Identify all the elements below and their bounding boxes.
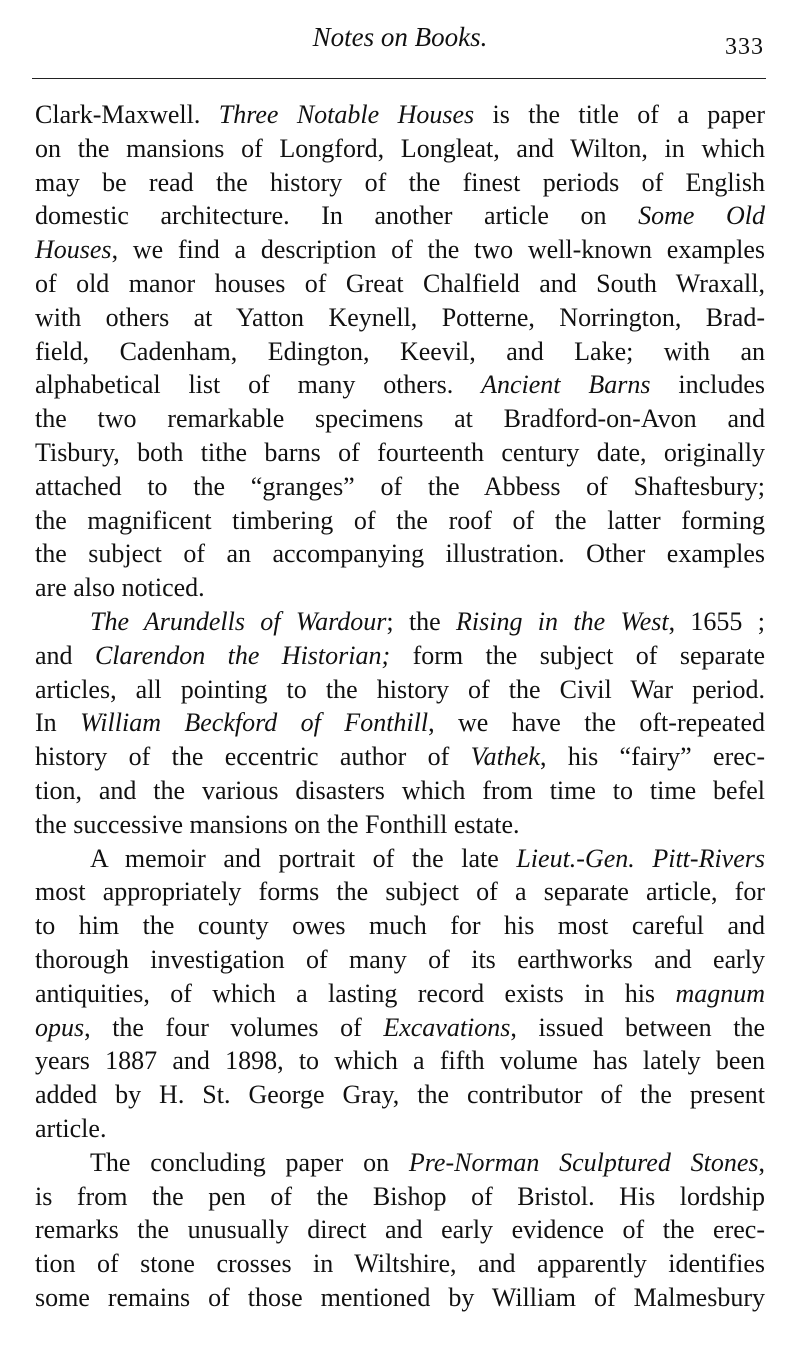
text-line [35,842,765,876]
body-text: A memoir and portrait of the late [90,843,517,873]
body-text: includes [650,370,765,400]
body-text: alphabetical list of many others. [35,370,482,400]
body-text: tion of stone crosses in Wiltshire, and apparently identifies [35,1249,765,1279]
text-line [35,436,765,470]
text-line [35,301,765,335]
italic-title-text: The Arundells of Wardour [90,606,387,636]
text-line [35,537,765,571]
body-text: articles, all pointing to the history of the Civil War period. [35,674,765,704]
body-text: of old manor houses of Great Chalfield and South Wraxall, [35,268,765,298]
text-line [35,1247,765,1281]
text-line [35,335,765,369]
italic-title-text: Three Notable Houses [218,100,475,129]
body-text: is the title of a paper [474,100,765,129]
text-line [35,1078,765,1112]
italic-title-text: Vathek [470,742,540,772]
text-line [35,267,765,301]
text-line [35,1112,765,1146]
text-line [35,605,765,639]
body-text: may be read the history of the finest periods of English [35,167,765,197]
text-line [35,774,765,808]
text-line [35,1180,765,1214]
body-text: with others at Yatton Keynell, Potterne, Norrington, Brad- [35,302,765,332]
text-line [35,368,765,402]
text-line [35,504,765,538]
page-body-text [35,98,765,1315]
header-rule [32,78,766,79]
text-line [35,740,765,774]
text-line [35,977,765,1011]
body-text: some remains of those mentioned by William of Malmesbury [35,1282,765,1312]
body-text: , we have the oft-repeated [428,708,765,738]
body-text: , his “fairy” erec- [539,742,765,772]
running-head-title: Notes on Books. [312,22,488,52]
body-text: the subject of an accompanying illustration. Other examples [35,539,765,569]
body-text: field, Cadenham, Edington, Keevil, and Lake; with an [35,336,765,366]
body-text: added by H. St. George Gray, the contributor of the present [35,1080,765,1110]
body-text: remarks the unusually direct and early evidence of the erec- [35,1215,765,1245]
body-text: the magnificent timbering of the roof of the latter forming [35,505,765,535]
body-text: thorough investigation of many of its earthworks and early [35,944,765,974]
text-line [35,1213,765,1247]
italic-title-text: Ancient Barns [481,370,651,400]
italic-title-text: Pre-Norman Sculptured Stones [408,1147,759,1177]
italic-title-text: Houses [35,235,112,265]
body-text: attached to the “granges” of the Abbess of Shaftesbury; [35,471,765,501]
body-text: form the subject of separate [390,640,765,670]
italic-title-text: Clarendon the Historian; [94,640,391,670]
body-text: years 1887 and 1898, to which a fifth volume has lately been [35,1046,765,1076]
body-text: most appropriately forms the subject of a separate article, for [35,877,765,907]
text-line [35,1146,765,1180]
italic-title-text: Lieut.-Gen. Pitt-Rivers [516,843,765,873]
text-line [35,673,765,707]
body-text: Tisbury, both tithe barns of fourteenth century date, originally [35,437,765,467]
body-text: are also noticed. [35,573,205,603]
text-line [35,808,765,842]
text-line [35,639,765,673]
body-text: the two remarkable specimens at Bradford-on-Avon and [35,404,765,434]
italic-title-text: Some Old [638,201,765,231]
body-text: is from the pen of the Bishop of Bristol. His lordship [35,1181,765,1211]
body-text: , [758,1147,765,1177]
body-text: antiquities, of which a lasting record exists in his [35,978,676,1008]
italic-title-text: magnum [675,978,765,1008]
italic-title-text: William Beckford of Fonthill [80,708,429,738]
text-line [35,1011,765,1045]
body-text: tion, and the various disasters which from time to time befel [35,775,765,805]
italic-title-text: opus [35,1012,85,1042]
italic-title-text: Excavations [383,1012,511,1042]
text-line [35,875,765,909]
text-line [35,706,765,740]
body-text: ; the [386,606,457,636]
page-number: 333 [725,34,764,60]
italic-title-text: Rising in the West [456,606,669,636]
text-line [35,470,765,504]
body-text: , we find a description of the two well-known examples [111,235,765,265]
text-line [35,1281,765,1315]
text-line [35,166,765,200]
text-line [35,909,765,943]
body-text: In [35,708,81,738]
body-text: to him the county owes much for his most careful and [35,911,765,941]
body-text: on the mansions of Longford, Longleat, and Wilton, in which [35,133,765,163]
body-text: , 1655 ; [668,606,765,636]
body-text: history of the eccentric author of [35,742,471,772]
text-line [35,233,765,267]
body-text: The concluding paper on [90,1147,409,1177]
text-line [35,943,765,977]
text-line [35,132,765,166]
text-line [35,402,765,436]
text-line [35,98,765,132]
body-text: domestic architecture. In another article on [35,201,639,231]
text-line [35,199,765,233]
text-line [35,1044,765,1078]
body-text: article. [35,1113,107,1143]
text-line [35,571,765,605]
body-text: Clark-Maxwell. [35,100,219,129]
body-text: and [35,640,95,670]
body-text: , the four volumes of [84,1012,384,1042]
body-text: , issued between the [510,1012,766,1042]
body-text: the successive mansions on the Fonthill estate. [35,809,520,839]
